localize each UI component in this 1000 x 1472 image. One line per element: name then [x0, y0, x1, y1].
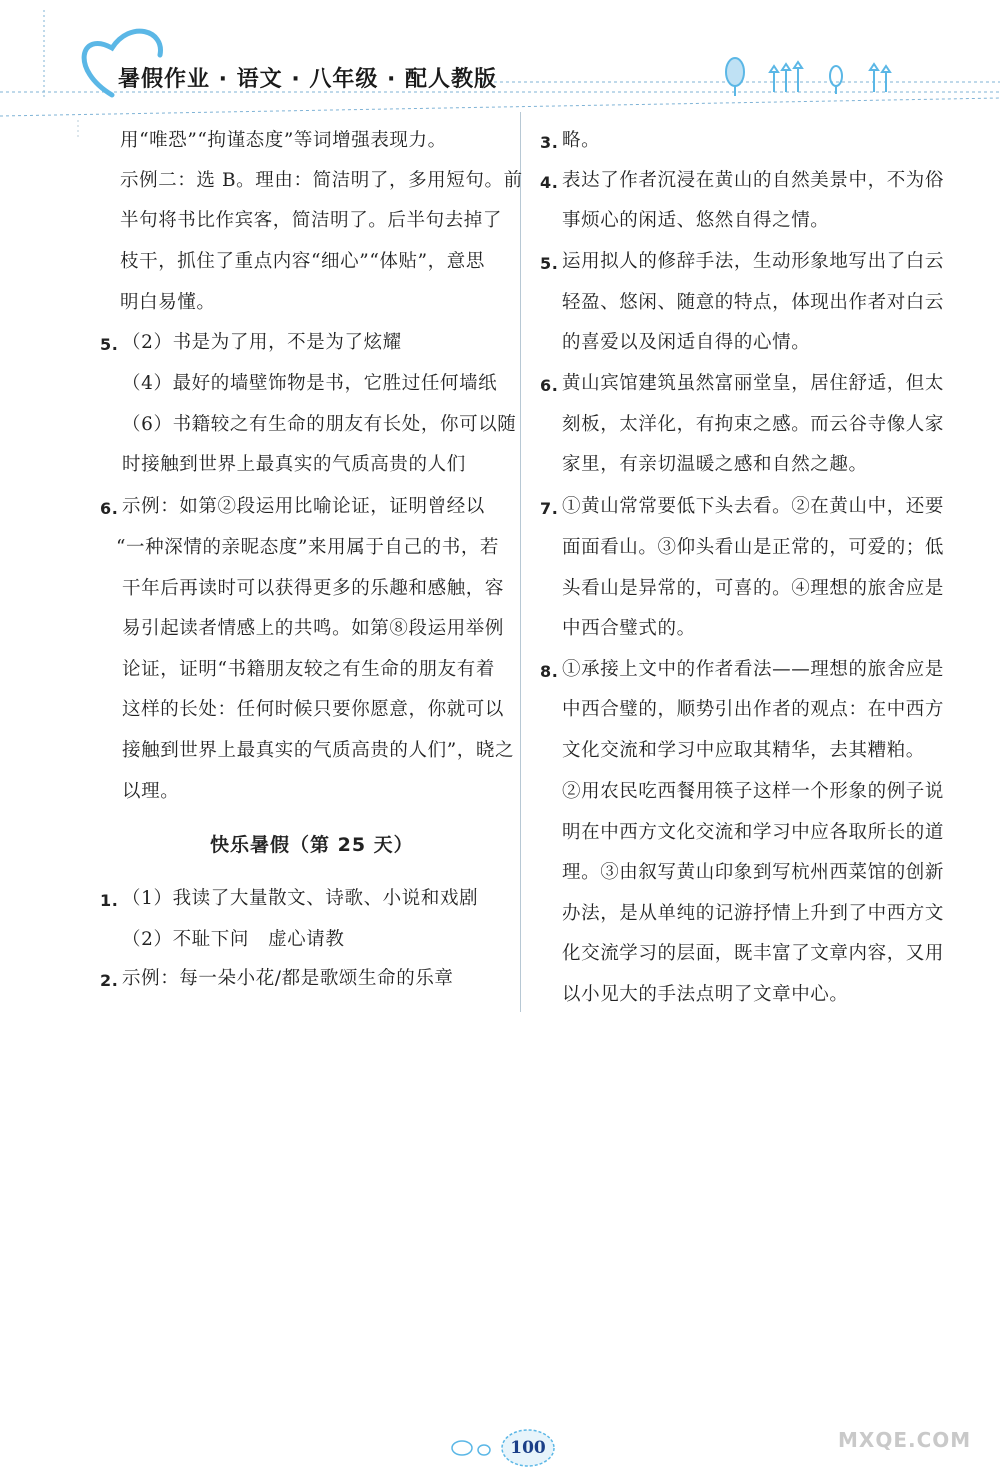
answer-line: 化交流学习的层面，既丰富了文章内容，又用 [562, 943, 945, 964]
answer-line: 事烦心的闲适、悠然自得之情。 [562, 210, 830, 231]
answer-line: （4）最好的墙壁饰物是书，它胜过任何墙纸 [122, 373, 498, 394]
answer-line: 面面看山。③仰头看山是正常的，可爱的；低 [562, 537, 945, 558]
answer-line: 中西合璧的，顺势引出作者的观点：在中西方 [562, 699, 945, 720]
question-number: 5. [540, 254, 559, 273]
answer-line: 示例：每一朵小花/都是歌颂生命的乐章 [122, 968, 454, 989]
answer-line: 枝干，抓住了重点内容“细心”“体贴”，意思 [120, 251, 485, 272]
answer-line: 接触到世界上最真实的气质高贵的人们”，晓之 [122, 740, 515, 761]
answer-line: 理。③由叙写黄山印象到写杭州西菜馆的创新 [562, 862, 945, 883]
question-number: 3. [540, 133, 559, 152]
question-number: 2. [100, 971, 119, 990]
answer-line: 半句将书比作宾客，简洁明了。后半句去掉了 [120, 210, 503, 231]
column-divider [520, 112, 521, 1012]
question-number: 7. [540, 499, 559, 518]
answer-line: （2）书是为了用，不是为了炫耀 [122, 332, 402, 353]
answer-line: 示例：如第②段运用比喻论证，证明曾经以 [122, 496, 485, 517]
question-number: 4. [540, 173, 559, 192]
answer-line: 运用拟人的修辞手法，生动形象地写出了白云 [562, 251, 945, 272]
answer-line: 以小见大的手法点明了文章中心。 [562, 984, 849, 1005]
answer-line: 文化交流和学习中应取其精华，去其糟粕。 [562, 740, 925, 761]
answer-line: 以理。 [122, 781, 180, 802]
answer-line: 干年后再读时可以获得更多的乐趣和感触，容 [122, 578, 505, 599]
page-header [0, 0, 1000, 140]
question-number: 1. [100, 891, 119, 910]
plant-icons [726, 58, 890, 96]
answer-line: 的喜爱以及闲适自得的心情。 [562, 332, 811, 353]
answer-line: “一种深情的亲昵态度”来用属于自己的书，若 [116, 537, 500, 558]
answer-line: 明在中西方文化交流和学习中应各取所长的道 [562, 822, 945, 843]
answer-line: 轻盈、悠闲、随意的特点，体现出作者对白云 [562, 292, 945, 313]
answer-line: 论证，证明“书籍朋友较之有生命的朋友有着 [122, 659, 495, 680]
answer-line: ①承接上文中的作者看法——理想的旅舍应是 [562, 659, 945, 680]
question-number: 6. [100, 499, 119, 518]
answer-line: 中西合璧式的。 [562, 618, 696, 639]
question-number: 8. [540, 662, 559, 681]
page-number: 100 [510, 1438, 546, 1458]
answer-line: 示例二：选 B。理由：简洁明了，多用短句。前 [120, 170, 523, 191]
answer-line: 明白易懂。 [120, 292, 216, 313]
answer-line: 家里，有亲切温暖之感和自然之趣。 [562, 454, 868, 475]
answer-line: 易引起读者情感上的共鸣。如第⑧段运用举例 [122, 618, 505, 639]
answer-line: 用“唯恐”“拘谨态度”等词增强表现力。 [120, 130, 447, 151]
watermark: MXQE.COM [838, 1428, 972, 1452]
answer-line: 头看山是异常的，可喜的。④理想的旅舍应是 [562, 578, 945, 599]
answer-line: 略。 [562, 130, 601, 151]
answer-line: 黄山宾馆建筑虽然富丽堂皇，居住舒适，但太 [562, 373, 945, 394]
answer-line: ②用农民吃西餐用筷子这样一个形象的例子说 [562, 781, 945, 802]
answer-line: 这样的长处：任何时候只要你愿意，你就可以 [122, 699, 505, 720]
answer-line: （2）不耻下问 虚心请教 [122, 929, 345, 950]
header-title: 暑假作业 · 语文 · 八年级 · 配人教版 [118, 67, 498, 92]
answer-line: （6）书籍较之有生命的朋友有长处，你可以随 [122, 414, 517, 435]
answer-line: 办法，是从单纯的记游抒情上升到了中西方文 [562, 903, 945, 924]
answer-line: （1）我读了大量散文、诗歌、小说和戏剧 [122, 888, 479, 909]
answer-line: 刻板，太洋化，有拘束之感。而云谷寺像人家 [562, 414, 945, 435]
answer-line: ①黄山常常要低下头去看。②在黄山中，还要 [562, 496, 945, 517]
answer-line: 表达了作者沉浸在黄山的自然美景中，不为俗 [562, 170, 945, 191]
question-number: 6. [540, 376, 559, 395]
question-number: 5. [100, 335, 119, 354]
answer-line: 时接触到世界上最真实的气质高贵的人们 [122, 454, 466, 475]
section-title: 快乐暑假（第 25 天） [210, 834, 414, 856]
